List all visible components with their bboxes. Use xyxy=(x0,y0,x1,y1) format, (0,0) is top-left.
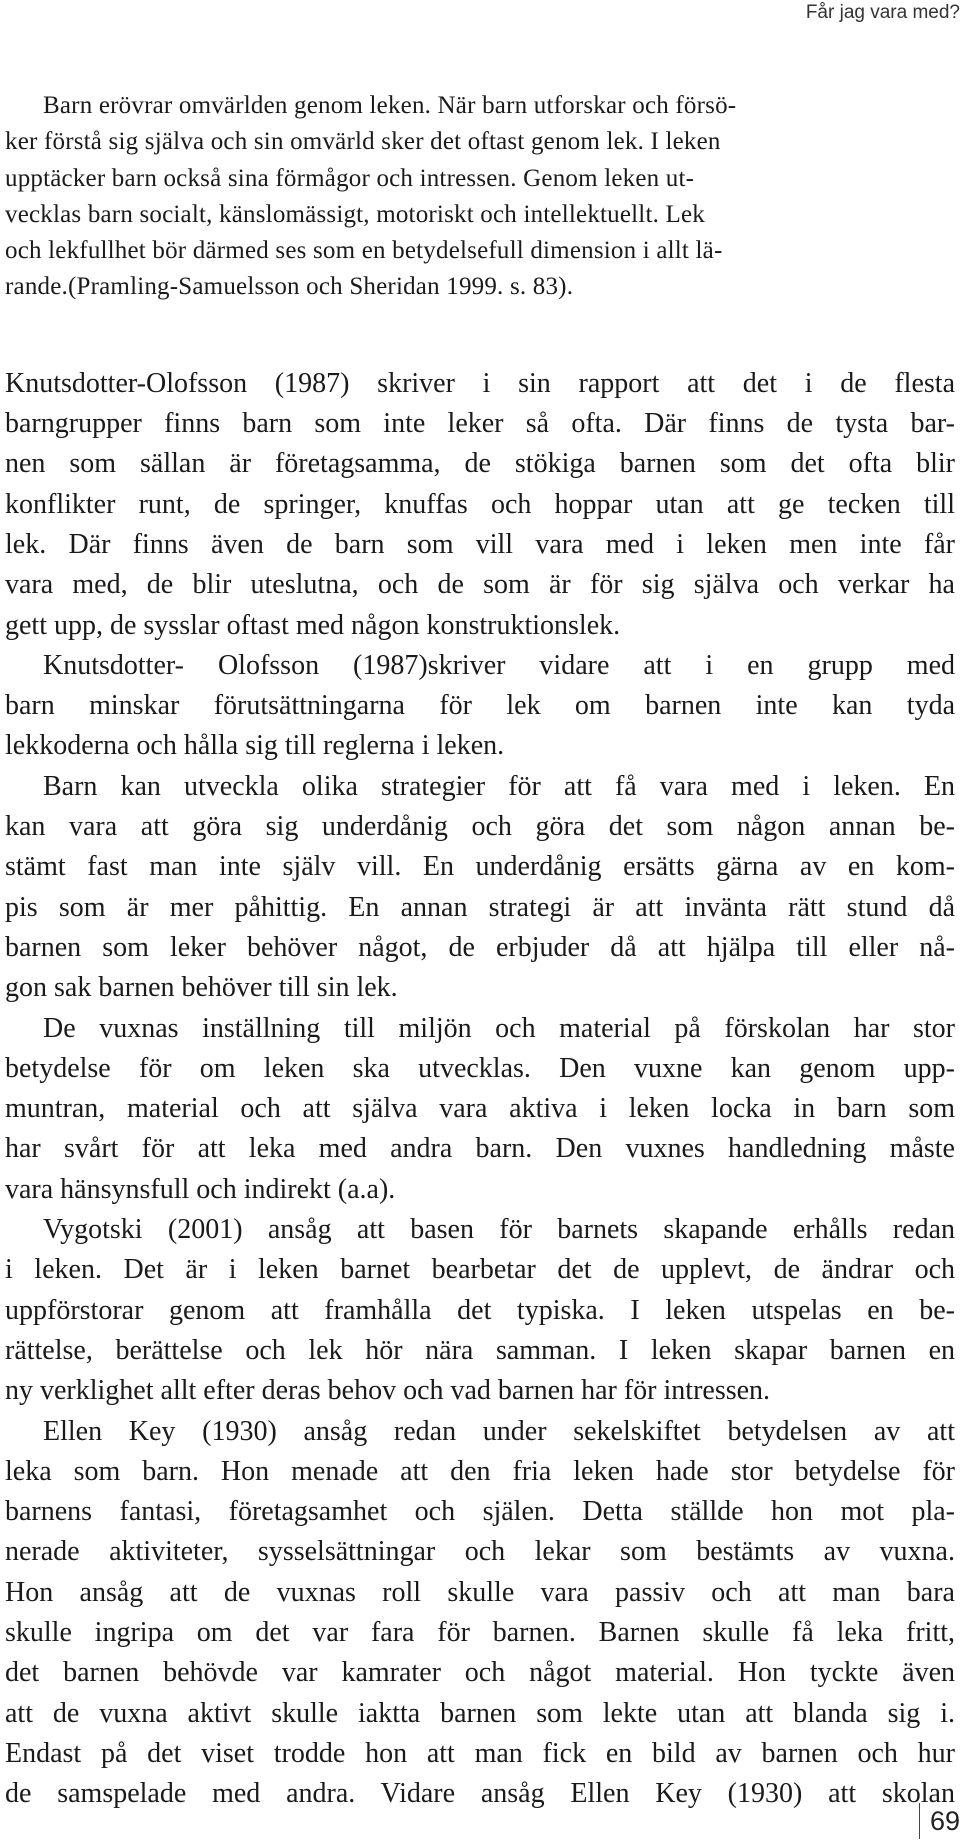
text-line: Knutsdotter- Olofsson (1987)skriver vidare att i en grupp med xyxy=(43,649,955,681)
text-line: i leken. Det är i leken barnet bearbetar det de upplevt, de ändrar och xyxy=(5,1254,955,1286)
text-line: de samspelade med andra. Vidare ansåg Ellen Key (1930) att skolan xyxy=(5,1778,955,1810)
paragraph-knutsdotter xyxy=(5,364,955,646)
paragraph-knutsdotter-continued xyxy=(5,646,955,767)
text-line: leka som barn. Hon menade att den fria leken hade stor betydelse för xyxy=(5,1455,955,1487)
text-line: vecklas barn socialt, känslomässigt, motoriskt och intellektuellt. Lek xyxy=(5,200,705,228)
text-line: har svårt för att leka med andra barn. Den vuxnes handledning måste xyxy=(5,1133,955,1165)
text-line: barnens fantasi, företagsamhet och själen. Detta ställde hon mot pla- xyxy=(5,1496,955,1528)
text-line: nerade aktiviteter, sysselsättningar och lekar som bestämts av vuxna. xyxy=(5,1536,955,1568)
text-line: Hon ansåg att de vuxnas roll skulle vara passiv och att man bara xyxy=(5,1576,955,1608)
text-line: upptäcker barn också sina förmågor och intressen. Genom leken ut- xyxy=(5,164,695,192)
text-line: Vygotski (2001) ansåg att basen för barnets skapande erhålls redan xyxy=(43,1214,955,1246)
text-line: rättelse, berättelse och lek hör nära samman. I leken skapar barnen en xyxy=(5,1334,955,1366)
paragraph-strategies xyxy=(5,767,955,1009)
text-line: lek. Där finns även de barn som vill vara med i leken men inte får xyxy=(5,528,955,560)
text-line: pis som är mer påhittig. En annan strategi är att invänta rätt stund då xyxy=(5,891,955,923)
text-line: ny verklighet allt efter deras behov och vad barnen har för intressen. xyxy=(5,1375,771,1407)
text-line: konflikter runt, de springer, knuffas och hoppar utan att ge tecken till xyxy=(5,488,955,520)
paragraph-adults xyxy=(5,1009,955,1210)
text-line: De vuxnas inställning till miljön och material på förskolan har stor xyxy=(43,1012,955,1044)
text-line: nen som sällan är företagsamma, de stökiga barnen som det ofta blir xyxy=(5,448,955,480)
running-title: Får jag vara med? xyxy=(805,2,960,23)
text-line: Knutsdotter-Olofsson (1987) skriver i sin rapport att det i de flesta xyxy=(5,367,955,399)
paragraph-vygotski xyxy=(5,1210,955,1411)
text-line: ker förstå sig själva och sin omvärld sker det oftast genom lek. I leken xyxy=(5,128,721,156)
text-line: barnen som leker behöver något, de erbjuder då att hjälpa till eller nå- xyxy=(5,931,955,963)
text-line: Ellen Key (1930) ansåg redan under sekelskiftet betydelsen av att xyxy=(43,1415,955,1447)
page-number: 69 xyxy=(919,1803,960,1839)
text-line: muntran, material och att själva vara aktiva i leken locka in barn som xyxy=(5,1093,955,1125)
paragraph-ellen-key xyxy=(5,1412,955,1815)
text-line: lekkoderna och hålla sig till reglerna i leken. xyxy=(5,730,505,762)
text-line: barn minskar förutsättningarna för lek om barnen inte kan tyda xyxy=(5,690,955,722)
text-line: kan vara att göra sig underdånig och göra det som någon annan be- xyxy=(5,811,955,843)
text-line: vara hänsynsfull och indirekt (a.a). xyxy=(5,1173,396,1205)
text-line: rande.(Pramling-Samuelsson och Sheridan 1999. s. 83). xyxy=(5,273,574,301)
text-line: vara med, de blir uteslutna, och de som är för sig själva och verkar ha xyxy=(5,569,955,601)
text-line: gon sak barnen behöver till sin lek. xyxy=(5,972,398,1004)
text-line: skulle ingripa om det var fara för barnen. Barnen skulle få leka fritt, xyxy=(5,1616,955,1648)
text-line: barngrupper finns barn som inte leker så ofta. Där finns de tysta bar- xyxy=(5,408,955,440)
text-line: uppförstorar genom att framhålla det typiska. I leken utspelas en be- xyxy=(5,1294,955,1326)
text-line: att de vuxna aktivt skulle iaktta barnen som lekte utan att blanda sig i. xyxy=(5,1697,955,1729)
text-line: betydelse för om leken ska utvecklas. Den vuxne kan genom upp- xyxy=(5,1052,955,1084)
running-header xyxy=(0,0,960,26)
paragraph-gap xyxy=(5,306,955,364)
paragraph-intro xyxy=(5,88,955,306)
text-line: gett upp, de sysslar oftast med någon konstruktionslek. xyxy=(5,609,621,641)
text-line: stämt fast man inte själv vill. En underdånig ersätts gärna av en kom- xyxy=(5,851,955,883)
text-line: Endast på det viset trodde hon att man fick en bild av barnen och hur xyxy=(5,1737,955,1769)
text-line: Barn kan utveckla olika strategier för att få vara med i leken. En xyxy=(43,770,955,802)
text-line: Barn erövrar omvärlden genom leken. När barn utforskar och försö- xyxy=(43,92,737,119)
body-text xyxy=(5,88,955,1814)
text-line: och lekfullhet bör därmed ses som en betydelsefull dimension i allt lä- xyxy=(5,237,723,265)
text-line: det barnen behövde var kamrater och något material. Hon tyckte även xyxy=(5,1657,955,1689)
